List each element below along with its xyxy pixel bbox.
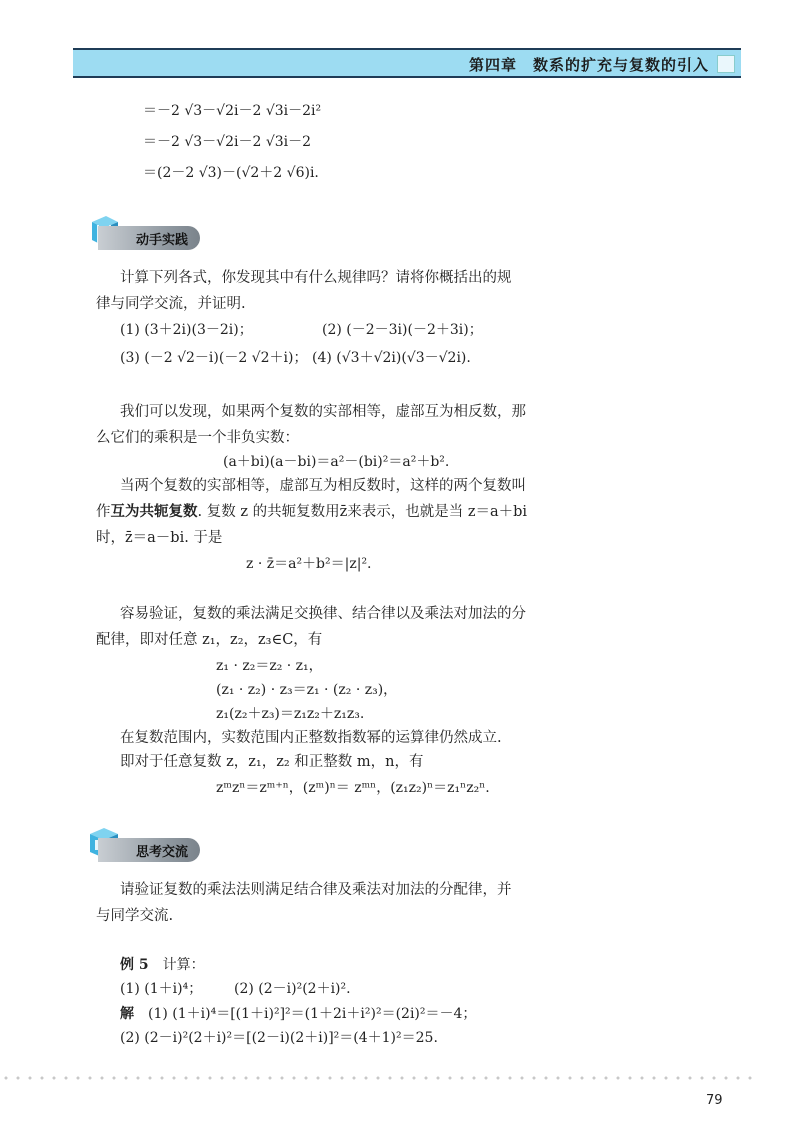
example-title: 计算： — [162, 957, 205, 973]
page-number: 79 — [706, 1093, 723, 1108]
example-label: 例 5 — [120, 957, 149, 973]
finding-line-2: 么它们的乘积是一个非负实数： — [96, 430, 299, 446]
practice-prompt-1: 计算下列各式，你发现其中有什么规律吗？请将你概括出的规 — [120, 270, 512, 286]
practice-badge: 动手实践 — [98, 226, 200, 250]
practice-item-4: (4) (√3＋√2i)(√3－√2i). — [312, 350, 471, 366]
think-line-1: 请验证复数的乘法法则满足结合律及乘法对加法的分配律，并 — [120, 882, 512, 898]
derivation-line-2: ＝－2 √3－√2i－2 √3i－2 — [143, 134, 312, 150]
practice-item-2: (2) (－2－3i)(－2＋3i)； — [322, 322, 483, 338]
law-line-2: 配律，即对任意 z₁，z₂，z₃∈C，有 — [96, 632, 323, 648]
footer-dotted-rule — [0, 1076, 760, 1080]
chapter-header — [73, 48, 741, 78]
exponent-line-1: 在复数范围内，实数范围内正整数指数幂的运算律仍然成立. — [120, 730, 502, 746]
header-corner-box — [717, 55, 735, 73]
law-commutative: z₁ · z₂＝z₂ · z₁， — [216, 658, 323, 674]
formula-modulus: z · z̄＝a²＋b²＝|z|². — [246, 556, 372, 572]
definition-line-1: 当两个复数的实部相等，虚部互为相反数时，这样的两个复数叫 — [120, 478, 526, 494]
definition-line-3: 时，z̄＝a－bi. 于是 — [96, 530, 223, 546]
chapter-title: 第四章 数系的扩充与复数的引入 — [468, 56, 709, 74]
exponent-formula: zᵐzⁿ＝zᵐ⁺ⁿ，(zᵐ)ⁿ＝ zᵐⁿ，(z₁z₂)ⁿ＝z₁ⁿz₂ⁿ. — [216, 780, 490, 796]
exponent-line-2: 即对于任意复数 z，z₁，z₂ 和正整数 m，n，有 — [120, 754, 424, 770]
solution-label: 解 — [120, 1006, 134, 1022]
example-question-1: (1) (1＋i)⁴； — [120, 981, 203, 997]
practice-item-3: (3) (－2 √2－i)(－2 √2＋i)； — [120, 350, 308, 366]
definition-line-2: 作互为共轭复数. 复数 z 的共轭复数用z̄来表示，也就是当 z＝a＋bi — [96, 503, 528, 520]
solution-line-1: 解 (1) (1＋i)⁴＝[(1＋i)²]²＝(1＋2i＋i²)²＝(2i)²＝－4； — [120, 1006, 477, 1022]
finding-line-1: 我们可以发现，如果两个复数的实部相等，虚部互为相反数，那 — [120, 404, 526, 420]
term-conjugate: 互为共轭复数 — [110, 503, 198, 520]
law-distributive: z₁(z₂＋z₃)＝z₁z₂＋z₁z₃. — [216, 706, 365, 722]
law-associative: (z₁ · z₂) · z₃＝z₁ · (z₂ · z₃)， — [216, 682, 398, 698]
think-line-2: 与同学交流. — [96, 908, 174, 924]
practice-prompt-2: 律与同学交流，并证明. — [96, 296, 246, 312]
solution-line-2: (2) (2－i)²(2＋i)²＝[(2－i)(2＋i)]²＝(4＋1)²＝25. — [120, 1030, 438, 1046]
practice-item-1: (1) (3＋2i)(3－2i)； — [120, 322, 253, 338]
law-line-1: 容易验证，复数的乘法满足交换律、结合律以及乘法对加法的分 — [120, 606, 526, 622]
example-question-2: (2) (2－i)²(2＋i)². — [234, 981, 351, 997]
example-heading — [120, 955, 205, 975]
derivation-line-3: ＝(2－2 √3)－(√2＋2 √6)i. — [143, 165, 319, 181]
think-badge: 思考交流 — [98, 838, 200, 862]
derivation-line-1: ＝－2 √3－√2i－2 √3i－2i² — [143, 103, 322, 119]
formula-product: (a＋bi)(a－bi)＝a²－(bi)²＝a²＋b². — [223, 454, 450, 470]
